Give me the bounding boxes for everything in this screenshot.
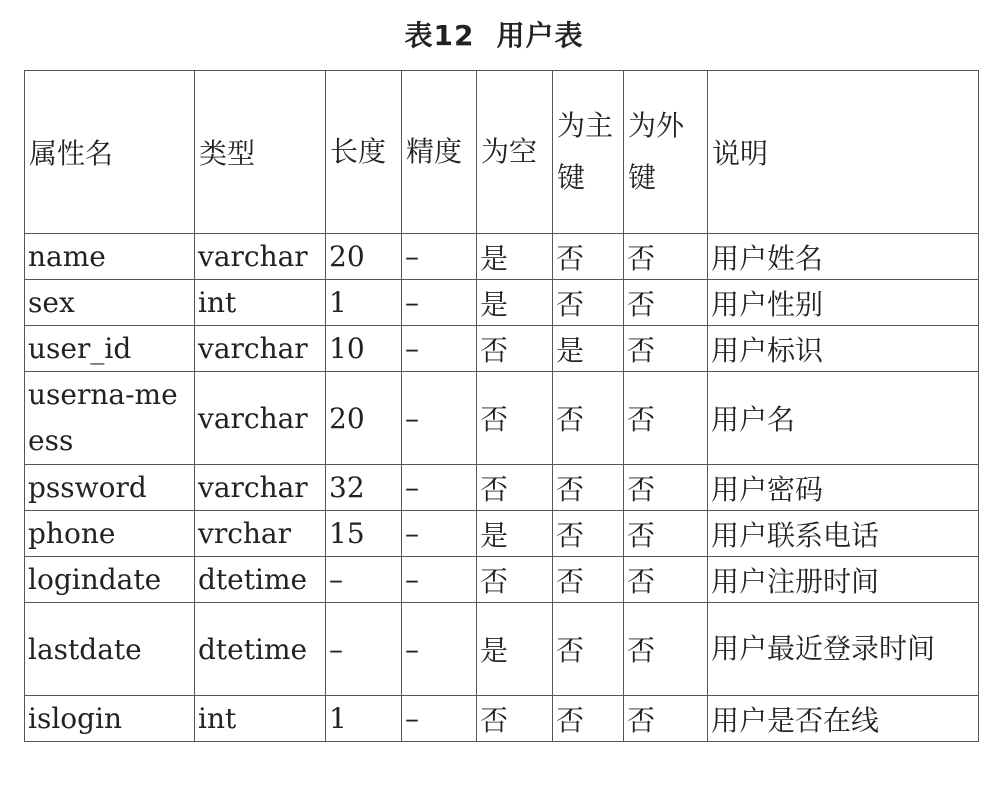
- table-cell: 32: [326, 465, 402, 511]
- table-cell: pssword: [25, 465, 195, 511]
- table-cell: vrchar: [195, 511, 326, 557]
- table-cell: 否: [624, 511, 708, 557]
- table-cell: 否: [477, 326, 553, 372]
- table-row: [25, 465, 979, 511]
- table-cell: –: [402, 280, 477, 326]
- table-cell: 用户密码: [708, 465, 979, 511]
- table-cell: lastdate: [25, 603, 195, 696]
- table-cell: 20: [326, 372, 402, 465]
- table-cell: 否: [553, 372, 624, 465]
- table-row: [25, 696, 979, 742]
- header-cell: 为主键: [553, 71, 624, 234]
- user-table: [24, 70, 979, 742]
- table-cell: –: [402, 372, 477, 465]
- table-cell: –: [402, 603, 477, 696]
- header-row: [25, 71, 979, 234]
- table-cell: name: [25, 234, 195, 280]
- table-cell: int: [195, 696, 326, 742]
- table-title: 用户表: [496, 19, 584, 52]
- table-cell: 10: [326, 326, 402, 372]
- table-cell: 用户联系电话: [708, 511, 979, 557]
- table-row: [25, 280, 979, 326]
- table-cell: 否: [624, 280, 708, 326]
- table-cell: 否: [477, 696, 553, 742]
- table-cell: 用户是否在线: [708, 696, 979, 742]
- table-cell: 是: [477, 511, 553, 557]
- header-cell: 为空: [477, 71, 553, 234]
- header-cell: 属性名: [25, 71, 195, 234]
- header-cell: 为外键: [624, 71, 708, 234]
- table-cell: 否: [624, 326, 708, 372]
- table-cell: 用户姓名: [708, 234, 979, 280]
- table-cell: –: [402, 511, 477, 557]
- table-cell: dtetime: [195, 557, 326, 603]
- table-cell: 否: [624, 557, 708, 603]
- table-cell: 否: [553, 280, 624, 326]
- table-row: [25, 603, 979, 696]
- table-cell: –: [326, 603, 402, 696]
- table-cell: 否: [553, 696, 624, 742]
- table-cell: 否: [553, 603, 624, 696]
- table-row: [25, 234, 979, 280]
- header-cell: 类型: [195, 71, 326, 234]
- table-cell: 否: [624, 234, 708, 280]
- header-cell: 长度: [326, 71, 402, 234]
- table-cell: varchar: [195, 372, 326, 465]
- table-cell: 否: [624, 465, 708, 511]
- table-cell: 1: [326, 696, 402, 742]
- table-cell: 是: [477, 280, 553, 326]
- table-cell: –: [402, 326, 477, 372]
- table-cell: 否: [553, 465, 624, 511]
- table-cell: 否: [477, 465, 553, 511]
- table-cell: 用户性别: [708, 280, 979, 326]
- table-number: 表12: [404, 19, 475, 52]
- table-cell: 1: [326, 280, 402, 326]
- table-cell: dtetime: [195, 603, 326, 696]
- table-cell: islogin: [25, 696, 195, 742]
- header-cell: 精度: [402, 71, 477, 234]
- table-cell: 否: [553, 511, 624, 557]
- table-cell: –: [402, 696, 477, 742]
- table-cell: 否: [553, 557, 624, 603]
- table-cell: 用户最近登录时间: [708, 603, 979, 696]
- table-cell: phone: [25, 511, 195, 557]
- table-cell: sex: [25, 280, 195, 326]
- table-cell: logindate: [25, 557, 195, 603]
- table-cell: 用户标识: [708, 326, 979, 372]
- table-cell: user_id: [25, 326, 195, 372]
- table-row: [25, 372, 979, 465]
- table-cell: 否: [477, 372, 553, 465]
- table-cell: 用户名: [708, 372, 979, 465]
- table-cell: 20: [326, 234, 402, 280]
- table-cell: userna-meess: [25, 372, 195, 465]
- table-cell: varchar: [195, 465, 326, 511]
- table-caption: [0, 14, 988, 58]
- table-cell: –: [326, 557, 402, 603]
- table-cell: –: [402, 557, 477, 603]
- table-cell: –: [402, 465, 477, 511]
- table-row: [25, 557, 979, 603]
- table-cell: 是: [477, 234, 553, 280]
- header-cell: 说明: [708, 71, 979, 234]
- table-cell: 是: [477, 603, 553, 696]
- table-row: [25, 511, 979, 557]
- table-row: [25, 326, 979, 372]
- table-cell: 否: [477, 557, 553, 603]
- table-cell: 否: [624, 372, 708, 465]
- table-cell: 否: [624, 603, 708, 696]
- table-cell: 否: [624, 696, 708, 742]
- table-cell: –: [402, 234, 477, 280]
- table-cell: varchar: [195, 234, 326, 280]
- table-cell: int: [195, 280, 326, 326]
- table-cell: varchar: [195, 326, 326, 372]
- table-cell: 15: [326, 511, 402, 557]
- table-cell: 否: [553, 234, 624, 280]
- table-cell: 是: [553, 326, 624, 372]
- table-cell: 用户注册时间: [708, 557, 979, 603]
